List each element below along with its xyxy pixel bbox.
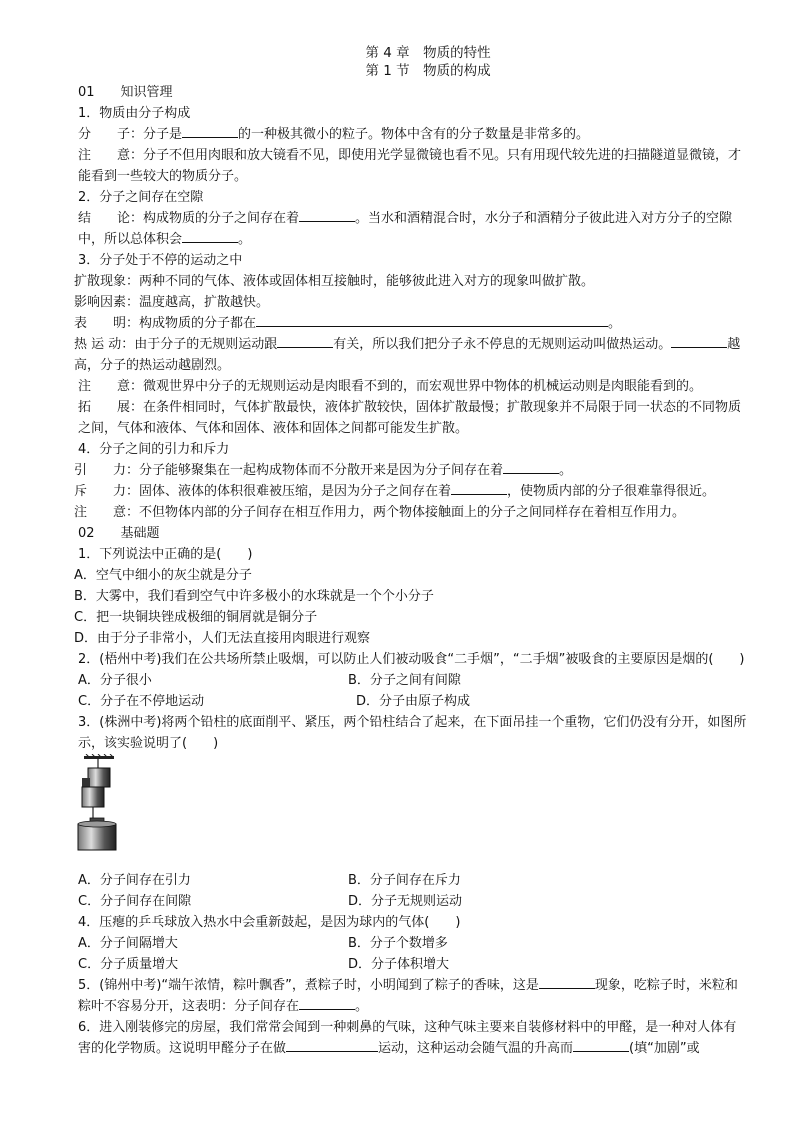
molecule-definition [48,124,748,145]
lead-cylinder-figure [76,754,748,870]
label: 注 意： [74,505,140,520]
question-4-options-row-1 [48,933,748,954]
chapter-title: 第 4 章 物质的特性 [365,45,491,61]
text: 越高，分子的热运动越剧烈。 [74,337,741,373]
note-1 [48,145,748,187]
question-6 [48,1017,748,1059]
question-3-options-row-2 [48,891,748,912]
text: 。 [238,232,252,247]
note-2 [48,376,748,397]
question-3-option-b: B．分子间存在斥力 [348,873,461,888]
text: 现象，吃粽子时，米粒和粽叶不容易分开，这表明：分子间存在 [78,978,738,1014]
indication [48,313,748,334]
text: 的一种极其微小的粒子。物体中含有的分子数量是非常多的。 [238,127,590,142]
blank [573,1039,629,1052]
topic-3-heading: 3．分子处于不停的运动之中 [78,253,243,268]
attraction [48,460,748,481]
repulsion [48,481,748,502]
question-2-options-row-2 [48,691,748,712]
blank [503,461,559,474]
text: 5．(锦州中考)“端午浓情，粽叶飘香”，煮粽子时，小明闻到了粽子的香味，这是 [78,978,539,993]
text: 。 [559,463,573,478]
question-1-stem: 1．下列说法中正确的是( ) [78,547,253,562]
question-4-option-b: B．分子个数增多 [348,936,448,951]
text: 分子不但用肉眼和放大镜看不见，即使用光学显微镜也看不见。只有用现代较先进的扫描隧道显微镜，才能看到一些较大的物质分子。 [78,148,742,184]
text: 构成物质的分子都在 [139,316,257,331]
diffusion-definition: 扩散现象：两种不同的气体、液体或固体相互接触时，能够彼此进入对方的现象叫做扩散。 [74,274,595,289]
text: ，使物质内部的分子很难靠得很近。 [507,484,716,499]
label: 拓 展： [78,400,144,415]
question-2-option-a: A．分子很小 [78,673,152,688]
text: 。 [355,999,369,1014]
worksheet-page [48,44,748,1059]
topic-2-heading: 2．分子之间存在空隙 [78,190,204,205]
text: 在条件相同时，气体扩散最快，液体扩散较快，固体扩散最慢；扩散现象并不局限于同一状态的不同物质之间，气体和液体、气体和固体、液体和固体之间都可能发生扩散。 [78,400,742,436]
question-3-options-row-1 [48,870,748,891]
text: (填“加剧”或 [629,1041,700,1056]
thermal-motion [48,334,748,376]
label: 注 意： [78,379,144,394]
question-1-option-b: B．大雾中，我们看到空气中许多极小的水珠就是一个个小分子 [74,589,434,604]
question-4-option-c: C．分子质量增大 [78,957,179,972]
text: 由于分子的无规则运动跟 [134,337,278,352]
question-1-option-d: D．由于分子非常小，人们无法直接用肉眼进行观察 [74,631,371,646]
note-3 [48,502,748,523]
label: 热 运 动： [74,337,135,352]
section-title: 第 1 节 物质的构成 [365,63,491,79]
question-2-options-row-1 [48,670,748,691]
question-4-options-row-2 [48,954,748,975]
blank [182,230,238,243]
topic-4-heading: 4．分子之间的引力和斥力 [78,442,230,457]
question-4-stem: 4．压瘪的乒乓球放入热水中会重新鼓起，是因为球内的气体( ) [78,915,461,930]
text: 不但物体内部的分子间存在相互作用力，两个物体接触面上的分子之间同样存在着相互作用力。 [139,505,686,520]
blank [539,976,595,989]
blank [286,1039,378,1052]
question-1-option-c: C．把一块铜块锉成极细的铜屑就是铜分子 [74,610,318,625]
question-1-option-a: A．空气中细小的灰尘就是分子 [74,568,252,583]
text: 微观世界中分子的无规则运动是肉眼看不到的，而宏观世界中物体的机械运动则是肉眼能看到的。 [143,379,703,394]
text: 。当水和酒精混合时，水分子和酒精分子彼此进入对方分子的空隙中，所以总体积会 [78,211,733,247]
label: 斥 力： [74,484,140,499]
label: 表 明： [74,316,140,331]
label: 注 意： [78,148,144,163]
question-2-option-d: D．分子由原子构成 [356,694,471,709]
extension [48,397,748,439]
question-2-option-b: B．分子之间有间隙 [348,673,461,688]
question-3-stem: 3．(株洲中考)将两个铅柱的底面削平、紧压，两个铅柱结合了起来，在下面吊挂一个重物，它们仍没有分开，如图所示，该实验说明了( ) [78,715,747,751]
label: 引 力： [74,463,140,478]
blank [277,335,333,348]
question-5 [48,975,748,1017]
blank [256,314,608,327]
blank [671,335,727,348]
part1-heading: 01 知识管理 [78,85,173,100]
label: 结 论： [78,211,144,226]
influence-factor: 影响因素：温度越高，扩散越快。 [74,295,270,310]
text: 有关，所以我们把分子永不停息的无规则运动叫做热运动。 [333,337,672,352]
conclusion [48,208,748,250]
blank [451,482,507,495]
blank [299,209,355,222]
label: 分 子： [78,127,144,142]
text: 6．进入刚装修完的房屋，我们常常会闻到一种刺鼻的气味，这种气味主要来自装修材料中的甲醛，是一种对人体有害的化学物质。这说明甲醛分子在做 [78,1020,737,1056]
text: 构成物质的分子之间存在着 [143,211,300,226]
question-2-option-c: C．分子在不停地运动 [78,694,205,709]
text: 分子能够聚集在一起构成物体而不分散开来是因为分子间存在着 [139,463,504,478]
question-3-option-a: A．分子间存在引力 [78,873,191,888]
part2-heading: 02 基础题 [78,526,160,541]
question-2-stem: 2．(梧州中考)我们在公共场所禁止吸烟，可以防止人们被动吸食“二手烟”，“二手烟”被吸食的主要原因是烟的( ) [78,652,745,667]
topic-1-heading: 1．物质由分子构成 [78,106,191,121]
text: 固体、液体的体积很难被压缩，是因为分子之间存在着 [139,484,452,499]
lead-cylinder-diagram [76,754,146,870]
question-4-option-a: A．分子间隔增大 [78,936,178,951]
blank [182,125,238,138]
question-4-option-d: D．分子体积增大 [348,957,450,972]
text: 。 [608,316,622,331]
text: 运动，这种运动会随气温的升高而 [378,1041,574,1056]
question-3-option-d: D．分子无规则运动 [348,894,463,909]
text: 分子是 [143,127,183,142]
blank [299,997,355,1010]
question-3-option-c: C．分子间存在间隙 [78,894,192,909]
